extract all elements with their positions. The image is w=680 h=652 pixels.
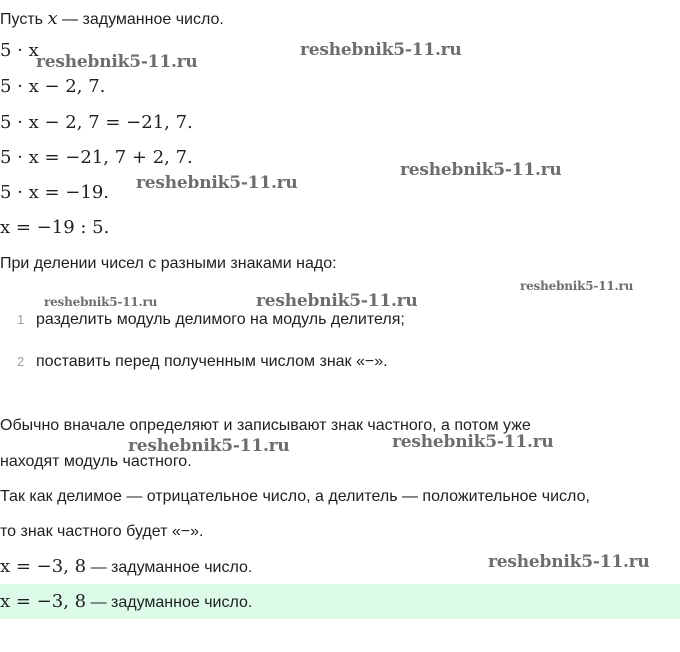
watermark: reshebnik5-11.ru xyxy=(300,40,462,60)
watermark: reshebnik5-11.ru xyxy=(128,436,290,456)
paragraph-1-line-1: Обычно вначале определяют и записывают знак частного, а потом уже xyxy=(0,417,531,434)
intro-rest: — задуманное число. xyxy=(62,11,224,28)
intro-line xyxy=(0,7,224,32)
rule-number-2: 2 xyxy=(17,354,25,369)
step-1: 5 · x xyxy=(0,40,39,61)
watermark: reshebnik5-11.ru xyxy=(36,52,198,72)
answer-line xyxy=(0,590,252,615)
watermark: reshebnik5-11.ru xyxy=(44,295,158,309)
watermark: reshebnik5-11.ru xyxy=(392,432,554,452)
result-line xyxy=(0,555,252,580)
result-text: — задуманное число. xyxy=(90,559,253,576)
step-6: x = −19 : 5. xyxy=(0,217,110,238)
rule-intro: При делении чисел с разными знаками надо: xyxy=(0,255,337,272)
rule-text-1: разделить модуль делимого на модуль делителя; xyxy=(36,311,405,328)
watermark: reshebnik5-11.ru xyxy=(136,173,298,193)
watermark: reshebnik5-11.ru xyxy=(488,552,650,572)
paragraph-2-line-2: то знак частного будет «−». xyxy=(0,523,204,540)
answer-math: x = −3, 8 xyxy=(0,591,87,612)
intro-text: Пусть xyxy=(0,11,43,28)
step-3: 5 · x − 2, 7 = −21, 7. xyxy=(0,112,193,133)
answer-box xyxy=(0,584,680,619)
paragraph-1-line-2: находят модуль частного. xyxy=(0,453,192,470)
watermark: reshebnik5-11.ru xyxy=(256,291,418,311)
step-5: 5 · x = −19. xyxy=(0,182,110,203)
watermark: reshebnik5-11.ru xyxy=(520,279,634,293)
rule-number-1: 1 xyxy=(17,312,25,327)
rule-text-2: поставить перед полученным числом знак «−». xyxy=(36,353,388,370)
answer-text: — задуманное число. xyxy=(90,594,253,611)
watermark: reshebnik5-11.ru xyxy=(400,160,562,180)
intro-variable: x xyxy=(47,8,58,29)
result-math: x = −3, 8 xyxy=(0,556,87,577)
paragraph-2-line-1: Так как делимое — отрицательное число, а делитель — положительное число, xyxy=(0,488,590,505)
step-2: 5 · x − 2, 7. xyxy=(0,76,106,97)
step-4: 5 · x = −21, 7 + 2, 7. xyxy=(0,147,193,168)
